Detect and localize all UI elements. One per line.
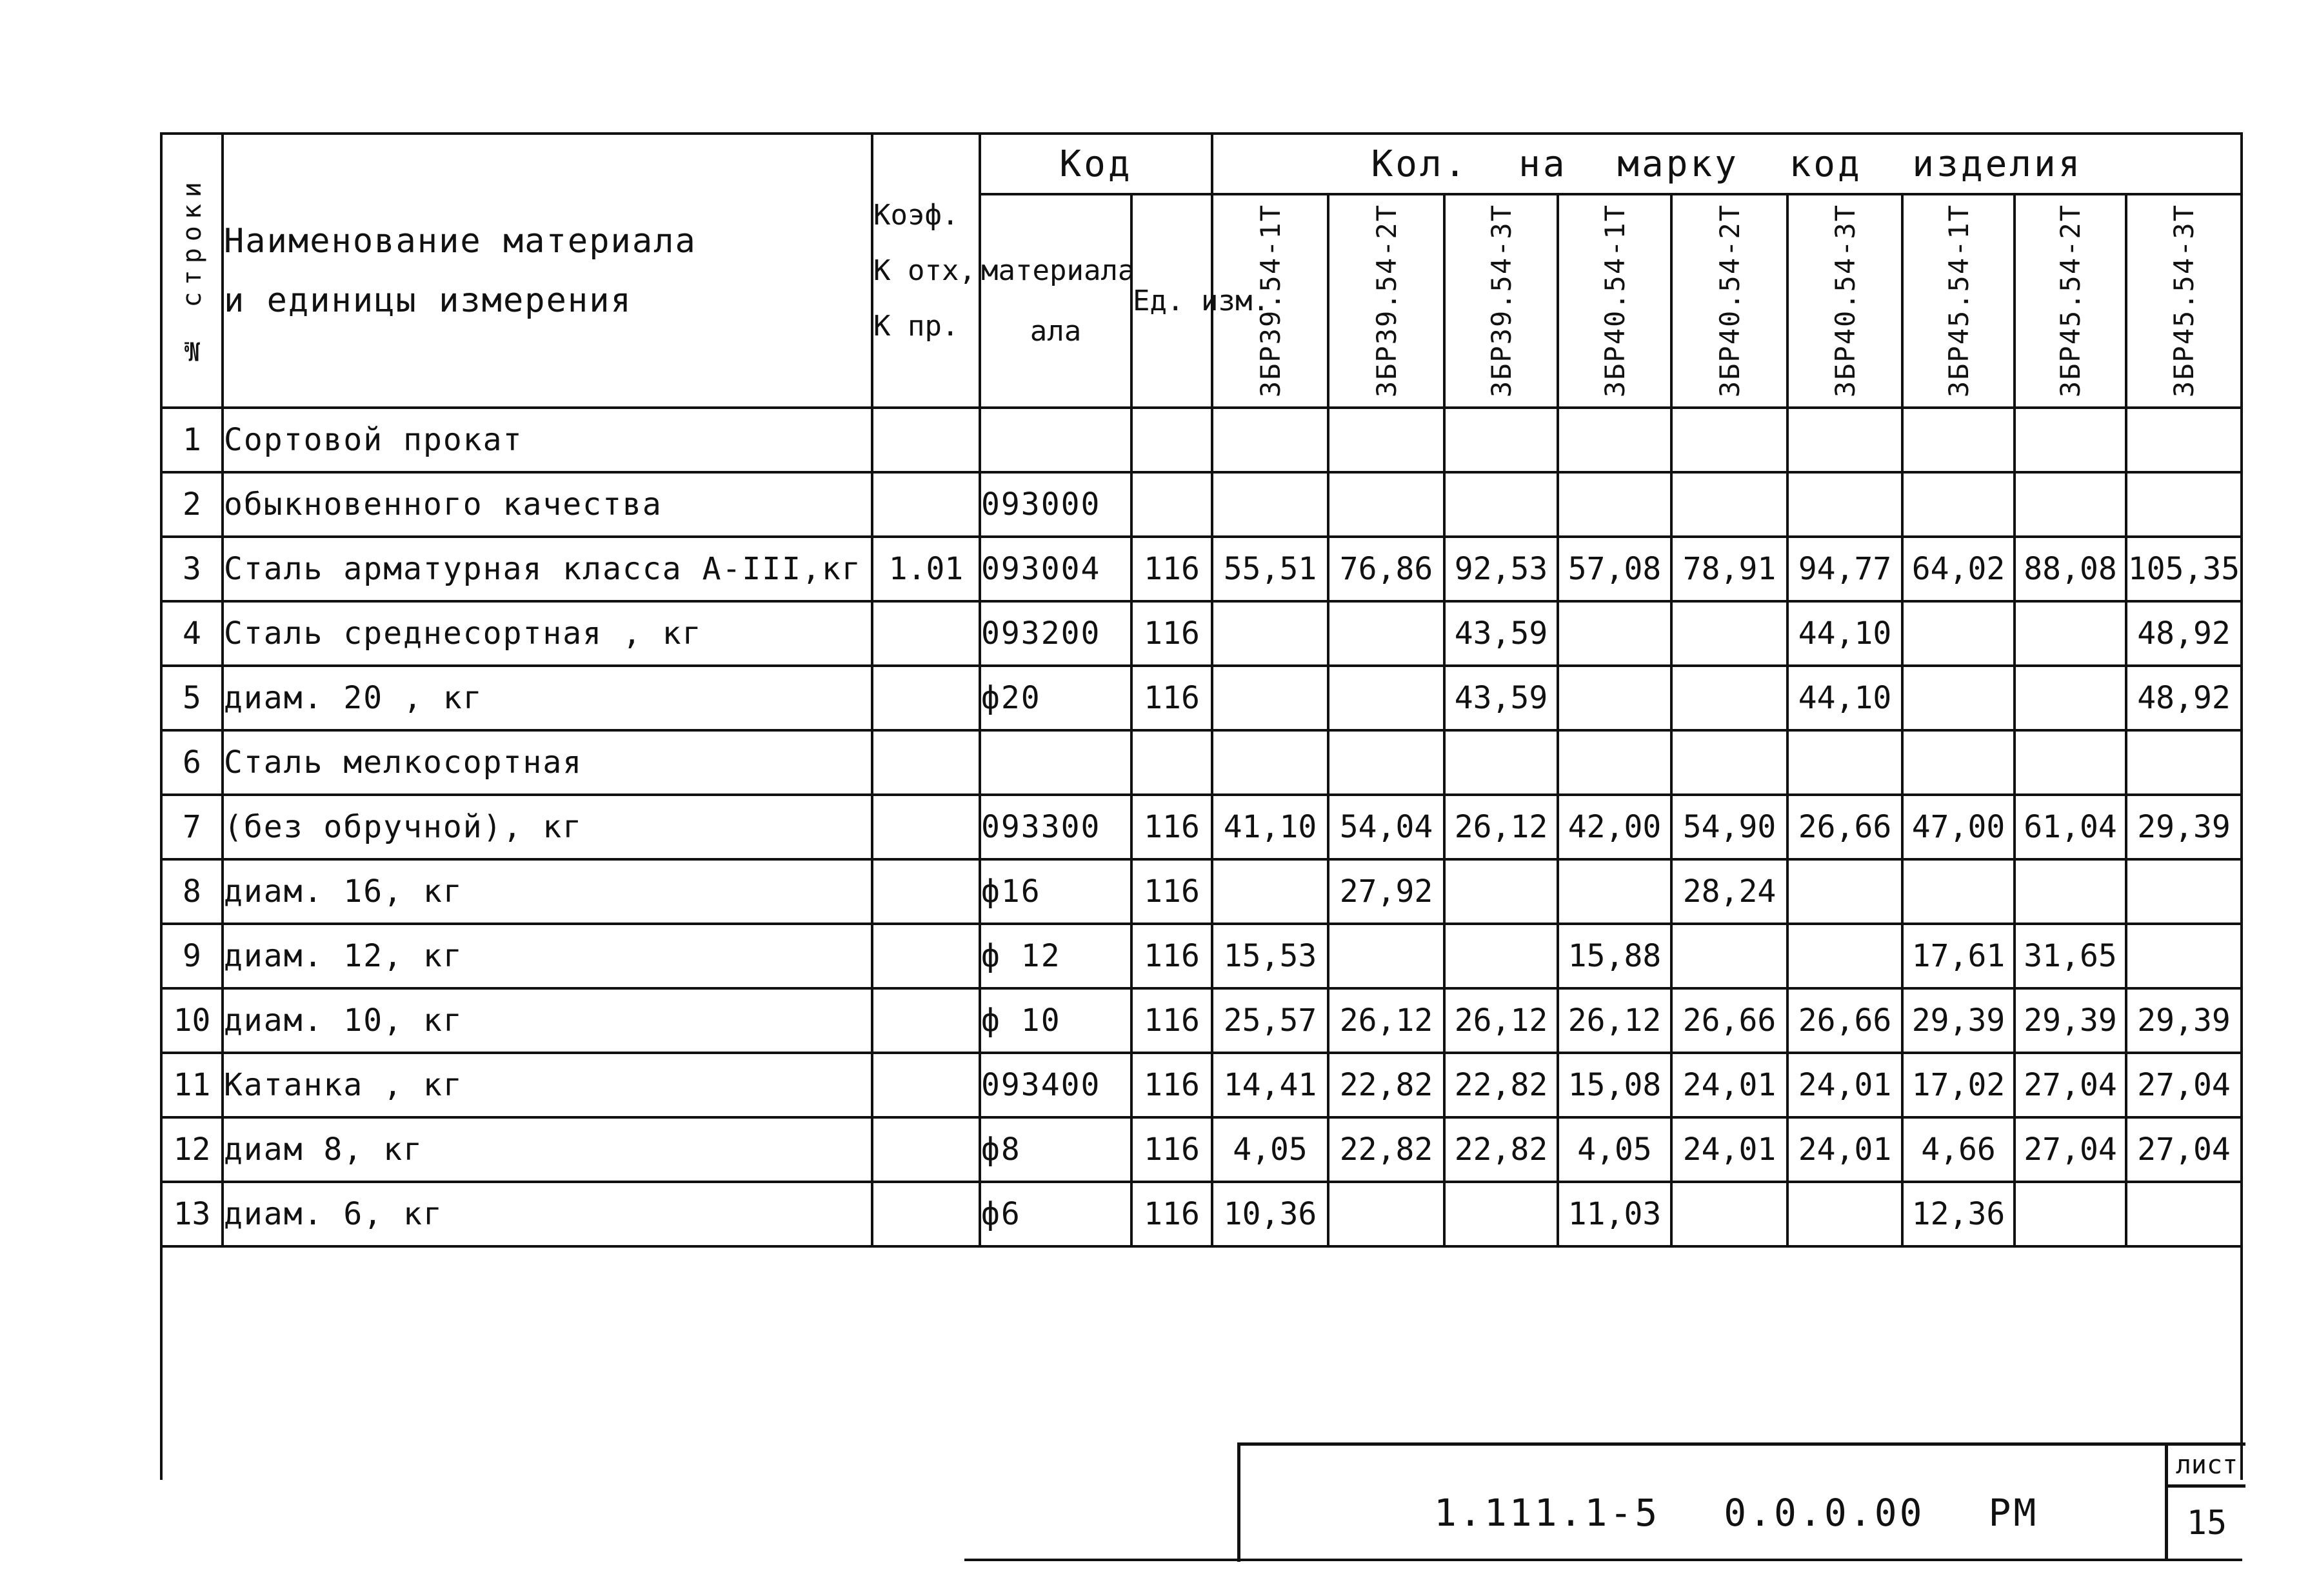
material-name: диам. 20 , кг bbox=[223, 666, 872, 730]
product-code: 3БР39.54-1Т bbox=[1254, 204, 1286, 398]
quantity-cell bbox=[1212, 472, 1328, 537]
quantity-cell: 26,66 bbox=[1787, 988, 1902, 1053]
quantity-cell bbox=[1558, 408, 1671, 472]
quantity-cell: 26,12 bbox=[1444, 988, 1558, 1053]
quantity-cell bbox=[1902, 601, 2015, 666]
product-code: 3БР39.54-3Т bbox=[1485, 204, 1517, 398]
quantity-cell bbox=[1328, 730, 1444, 795]
product-code: 3БР40.54-2Т bbox=[1713, 204, 1746, 398]
row-number: 3 bbox=[161, 537, 223, 601]
header-unit-line: изм. bbox=[1200, 284, 1269, 317]
quantity-cell bbox=[1671, 666, 1787, 730]
quantity-cell bbox=[2126, 408, 2242, 472]
product-column bbox=[1558, 194, 1671, 408]
quantity-cell: 17,61 bbox=[1902, 924, 2015, 988]
quantity-cell bbox=[1212, 859, 1328, 924]
table-row bbox=[161, 730, 2242, 795]
quantity-cell: 105,35 bbox=[2126, 537, 2242, 601]
quantity-cell bbox=[1671, 730, 1787, 795]
quantity-cell: 54,04 bbox=[1328, 795, 1444, 859]
coefficient bbox=[872, 795, 980, 859]
quantity-cell bbox=[1212, 601, 1328, 666]
product-code: 3БР45.54-1Т bbox=[1942, 204, 1975, 398]
header-quantity: Кол. на марку код изделия bbox=[1212, 134, 2242, 194]
material-code: 093200 bbox=[980, 601, 1131, 666]
quantity-cell: 4,05 bbox=[1212, 1117, 1328, 1182]
material-code: ф20 bbox=[980, 666, 1131, 730]
header-row-number-label: № строки bbox=[177, 175, 207, 366]
product-column bbox=[1328, 194, 1444, 408]
header-material-code bbox=[980, 194, 1135, 408]
table-row bbox=[161, 924, 2242, 988]
quantity-cell bbox=[1558, 730, 1671, 795]
sheet-box bbox=[2165, 1446, 2245, 1559]
quantity-cell bbox=[1328, 601, 1444, 666]
quantity-cell bbox=[1328, 1182, 1444, 1246]
unit-code: 116 bbox=[1131, 601, 1212, 666]
quantity-cell: 44,10 bbox=[1787, 666, 1902, 730]
material-code bbox=[980, 408, 1131, 472]
quantity-cell: 76,86 bbox=[1328, 537, 1444, 601]
quantity-cell bbox=[1902, 408, 2015, 472]
material-code: 093300 bbox=[980, 795, 1131, 859]
quantity-cell: 29,39 bbox=[2126, 988, 2242, 1053]
row-number: 7 bbox=[161, 795, 223, 859]
table-row bbox=[161, 988, 2242, 1053]
table-row bbox=[161, 666, 2242, 730]
unit-code: 116 bbox=[1131, 988, 1212, 1053]
quantity-cell bbox=[1444, 859, 1558, 924]
quantity-cell bbox=[1787, 859, 1902, 924]
quantity-cell: 24,01 bbox=[1787, 1053, 1902, 1117]
material-code: 093004 bbox=[980, 537, 1131, 601]
material-code: ф16 bbox=[980, 859, 1131, 924]
row-number: 8 bbox=[161, 859, 223, 924]
quantity-cell: 31,65 bbox=[2015, 924, 2126, 988]
coefficient bbox=[872, 988, 980, 1053]
quantity-cell: 48,92 bbox=[2126, 601, 2242, 666]
material-code: ф6 bbox=[980, 1182, 1131, 1246]
quantity-cell: 61,04 bbox=[2015, 795, 2126, 859]
quantity-cell bbox=[1558, 859, 1671, 924]
unit-code bbox=[1131, 472, 1212, 537]
quantity-cell: 29,39 bbox=[2126, 795, 2242, 859]
quantity-cell: 27,04 bbox=[2015, 1117, 2126, 1182]
table-row bbox=[161, 795, 2242, 859]
quantity-cell bbox=[1328, 472, 1444, 537]
quantity-cell: 27,04 bbox=[2126, 1117, 2242, 1182]
unit-code: 116 bbox=[1131, 795, 1212, 859]
material-code: ф 12 bbox=[980, 924, 1131, 988]
material-code: ф8 bbox=[980, 1117, 1131, 1182]
quantity-cell: 29,39 bbox=[2015, 988, 2126, 1053]
quantity-cell bbox=[1787, 1182, 1902, 1246]
header-code: Код bbox=[980, 134, 1212, 194]
quantity-cell: 54,90 bbox=[1671, 795, 1787, 859]
quantity-cell bbox=[2015, 730, 2126, 795]
quantity-cell bbox=[2015, 859, 2126, 924]
document-code: 1.111.1-5 0.0.0.00 РМ bbox=[1434, 1491, 2039, 1535]
quantity-cell bbox=[1212, 730, 1328, 795]
quantity-cell: 22,82 bbox=[1444, 1117, 1558, 1182]
material-name: Сталь мелкосортная bbox=[223, 730, 872, 795]
row-number: 2 bbox=[161, 472, 223, 537]
header-coef-line: К отх, bbox=[873, 254, 976, 287]
table-row bbox=[161, 1053, 2242, 1117]
table-row bbox=[161, 601, 2242, 666]
quantity-cell bbox=[1328, 924, 1444, 988]
coefficient bbox=[872, 859, 980, 924]
quantity-cell bbox=[2015, 601, 2126, 666]
quantity-cell bbox=[1671, 472, 1787, 537]
table-row bbox=[161, 537, 2242, 601]
quantity-cell: 27,92 bbox=[1328, 859, 1444, 924]
header-material-line: ала bbox=[1030, 314, 1082, 348]
quantity-cell bbox=[1902, 472, 2015, 537]
quantity-cell bbox=[2015, 1182, 2126, 1246]
row-number: 13 bbox=[161, 1182, 223, 1246]
row-number: 1 bbox=[161, 408, 223, 472]
quantity-cell: 47,00 bbox=[1902, 795, 2015, 859]
quantity-cell: 55,51 bbox=[1212, 537, 1328, 601]
quantity-cell bbox=[1902, 859, 2015, 924]
quantity-cell bbox=[1787, 472, 1902, 537]
product-column bbox=[1444, 194, 1558, 408]
quantity-cell: 24,01 bbox=[1787, 1117, 1902, 1182]
quantity-cell: 11,03 bbox=[1558, 1182, 1671, 1246]
quantity-cell: 88,08 bbox=[2015, 537, 2126, 601]
header-name-line: Наименование материала bbox=[224, 221, 697, 261]
quantity-cell bbox=[1671, 601, 1787, 666]
unit-code: 116 bbox=[1131, 859, 1212, 924]
quantity-cell: 41,10 bbox=[1212, 795, 1328, 859]
quantity-cell bbox=[1558, 472, 1671, 537]
coefficient bbox=[872, 601, 980, 666]
quantity-cell: 24,01 bbox=[1671, 1117, 1787, 1182]
quantity-cell: 28,24 bbox=[1671, 859, 1787, 924]
quantity-cell: 43,59 bbox=[1444, 601, 1558, 666]
quantity-cell bbox=[1444, 924, 1558, 988]
quantity-cell bbox=[1787, 924, 1902, 988]
quantity-cell: 27,04 bbox=[2126, 1053, 2242, 1117]
quantity-cell: 26,12 bbox=[1444, 795, 1558, 859]
product-column bbox=[1902, 194, 2015, 408]
quantity-cell bbox=[2126, 859, 2242, 924]
quantity-cell bbox=[1444, 408, 1558, 472]
quantity-cell: 15,08 bbox=[1558, 1053, 1671, 1117]
unit-code bbox=[1131, 730, 1212, 795]
quantity-cell bbox=[1671, 1182, 1787, 1246]
product-column bbox=[1787, 194, 1902, 408]
product-column bbox=[2126, 194, 2242, 408]
product-column bbox=[1671, 194, 1787, 408]
quantity-cell: 4,66 bbox=[1902, 1117, 2015, 1182]
material-name: диам. 10, кг bbox=[223, 988, 872, 1053]
quantity-cell bbox=[1444, 1182, 1558, 1246]
material-code bbox=[980, 730, 1131, 795]
material-name: (без обручной), кг bbox=[223, 795, 872, 859]
quantity-cell bbox=[1902, 666, 2015, 730]
quantity-cell: 78,91 bbox=[1671, 537, 1787, 601]
coefficient bbox=[872, 730, 980, 795]
header-material-name bbox=[223, 134, 872, 408]
quantity-cell: 15,53 bbox=[1212, 924, 1328, 988]
coefficient bbox=[872, 1117, 980, 1182]
material-name: диам. 6, кг bbox=[223, 1182, 872, 1246]
coefficient bbox=[872, 1182, 980, 1246]
material-name: Сортовой прокат bbox=[223, 408, 872, 472]
sheet-label: лист bbox=[2168, 1446, 2245, 1488]
title-block bbox=[1237, 1442, 2245, 1562]
material-name: Сталь арматурная класса А-III,кг bbox=[223, 537, 872, 601]
quantity-cell bbox=[2126, 1182, 2242, 1246]
quantity-cell: 17,02 bbox=[1902, 1053, 2015, 1117]
quantity-cell: 27,04 bbox=[2015, 1053, 2126, 1117]
row-number: 10 bbox=[161, 988, 223, 1053]
product-code: 3БР45.54-3Т bbox=[2168, 204, 2200, 398]
quantity-cell: 22,82 bbox=[1328, 1053, 1444, 1117]
quantity-cell bbox=[2015, 666, 2126, 730]
header-row-number bbox=[161, 134, 223, 408]
quantity-cell: 22,82 bbox=[1444, 1053, 1558, 1117]
product-code: 3БР40.54-3Т bbox=[1829, 204, 1861, 398]
quantity-cell: 29,39 bbox=[1902, 988, 2015, 1053]
quantity-cell: 10,36 bbox=[1212, 1182, 1328, 1246]
quantity-cell: 14,41 bbox=[1212, 1053, 1328, 1117]
quantity-cell: 92,53 bbox=[1444, 537, 1558, 601]
row-number: 6 bbox=[161, 730, 223, 795]
unit-code: 116 bbox=[1131, 1182, 1212, 1246]
header-coef-line: К пр. bbox=[873, 309, 959, 343]
quantity-cell bbox=[1787, 408, 1902, 472]
coefficient bbox=[872, 472, 980, 537]
quantity-cell: 94,77 bbox=[1787, 537, 1902, 601]
row-number: 12 bbox=[161, 1117, 223, 1182]
quantity-cell: 43,59 bbox=[1444, 666, 1558, 730]
quantity-cell: 57,08 bbox=[1558, 537, 1671, 601]
quantity-cell: 42,00 bbox=[1558, 795, 1671, 859]
quantity-cell bbox=[1558, 601, 1671, 666]
material-name: диам. 16, кг bbox=[223, 859, 872, 924]
quantity-cell bbox=[1328, 408, 1444, 472]
table-row bbox=[161, 1182, 2242, 1246]
product-column bbox=[2015, 194, 2126, 408]
quantity-cell: 25,57 bbox=[1212, 988, 1328, 1053]
product-code: 3БР40.54-1Т bbox=[1598, 204, 1631, 398]
table-row bbox=[161, 408, 2242, 472]
material-name: диам 8, кг bbox=[223, 1117, 872, 1182]
unit-code bbox=[1131, 408, 1212, 472]
coefficient bbox=[872, 924, 980, 988]
product-code: 3БР45.54-2Т bbox=[2055, 204, 2086, 398]
quantity-cell bbox=[1444, 730, 1558, 795]
quantity-cell bbox=[2126, 472, 2242, 537]
quantity-cell: 48,92 bbox=[2126, 666, 2242, 730]
material-name: Катанка , кг bbox=[223, 1053, 872, 1117]
header-unit-line: Ед. bbox=[1133, 284, 1184, 317]
quantity-cell: 12,36 bbox=[1902, 1182, 2015, 1246]
material-code: 093400 bbox=[980, 1053, 1131, 1117]
quantity-cell bbox=[1328, 666, 1444, 730]
table-row bbox=[161, 859, 2242, 924]
materials-table bbox=[160, 132, 2243, 1480]
material-code: ф 10 bbox=[980, 988, 1131, 1053]
sheet-number: 15 bbox=[2186, 1504, 2227, 1542]
quantity-cell: 24,01 bbox=[1671, 1053, 1787, 1117]
material-name: диам. 12, кг bbox=[223, 924, 872, 988]
quantity-cell bbox=[1558, 666, 1671, 730]
product-code: 3БР39.54-2Т bbox=[1370, 204, 1402, 398]
quantity-cell bbox=[2126, 730, 2242, 795]
quantity-cell bbox=[2126, 924, 2242, 988]
coefficient: 1.01 bbox=[872, 537, 980, 601]
row-number: 4 bbox=[161, 601, 223, 666]
quantity-cell bbox=[1444, 472, 1558, 537]
quantity-cell bbox=[1671, 924, 1787, 988]
frame-left-line bbox=[160, 1200, 163, 1477]
table-row bbox=[161, 472, 2242, 537]
quantity-cell bbox=[1212, 408, 1328, 472]
material-code: 093000 bbox=[980, 472, 1131, 537]
quantity-cell bbox=[2015, 408, 2126, 472]
header-coef-line: Коэф. bbox=[873, 198, 959, 232]
quantity-cell: 64,02 bbox=[1902, 537, 2015, 601]
quantity-cell: 26,12 bbox=[1558, 988, 1671, 1053]
row-number: 11 bbox=[161, 1053, 223, 1117]
coefficient bbox=[872, 408, 980, 472]
header-unit bbox=[1131, 194, 1269, 408]
row-number: 5 bbox=[161, 666, 223, 730]
unit-code: 116 bbox=[1131, 1053, 1212, 1117]
header-coefficient bbox=[872, 134, 980, 408]
quantity-cell bbox=[2015, 472, 2126, 537]
quantity-cell: 26,12 bbox=[1328, 988, 1444, 1053]
quantity-cell: 15,88 bbox=[1558, 924, 1671, 988]
row-number: 9 bbox=[161, 924, 223, 988]
table-row bbox=[161, 1117, 2242, 1182]
quantity-cell bbox=[1787, 730, 1902, 795]
quantity-cell: 4,05 bbox=[1558, 1117, 1671, 1182]
quantity-cell bbox=[1902, 730, 2015, 795]
unit-code: 116 bbox=[1131, 537, 1212, 601]
header-name-line: и единицы измерения bbox=[224, 281, 632, 320]
material-name: Сталь среднесортная , кг bbox=[223, 601, 872, 666]
quantity-cell bbox=[1212, 666, 1328, 730]
coefficient bbox=[872, 666, 980, 730]
coefficient bbox=[872, 1053, 980, 1117]
header-material-line: материала bbox=[981, 254, 1135, 287]
unit-code: 116 bbox=[1131, 666, 1212, 730]
unit-code: 116 bbox=[1131, 924, 1212, 988]
quantity-cell: 22,82 bbox=[1328, 1117, 1444, 1182]
quantity-cell bbox=[1671, 408, 1787, 472]
unit-code: 116 bbox=[1131, 1117, 1212, 1182]
quantity-cell: 26,66 bbox=[1787, 795, 1902, 859]
table-body bbox=[161, 408, 2242, 1246]
material-name: обыкновенного качества bbox=[223, 472, 872, 537]
quantity-cell: 44,10 bbox=[1787, 601, 1902, 666]
quantity-cell: 26,66 bbox=[1671, 988, 1787, 1053]
